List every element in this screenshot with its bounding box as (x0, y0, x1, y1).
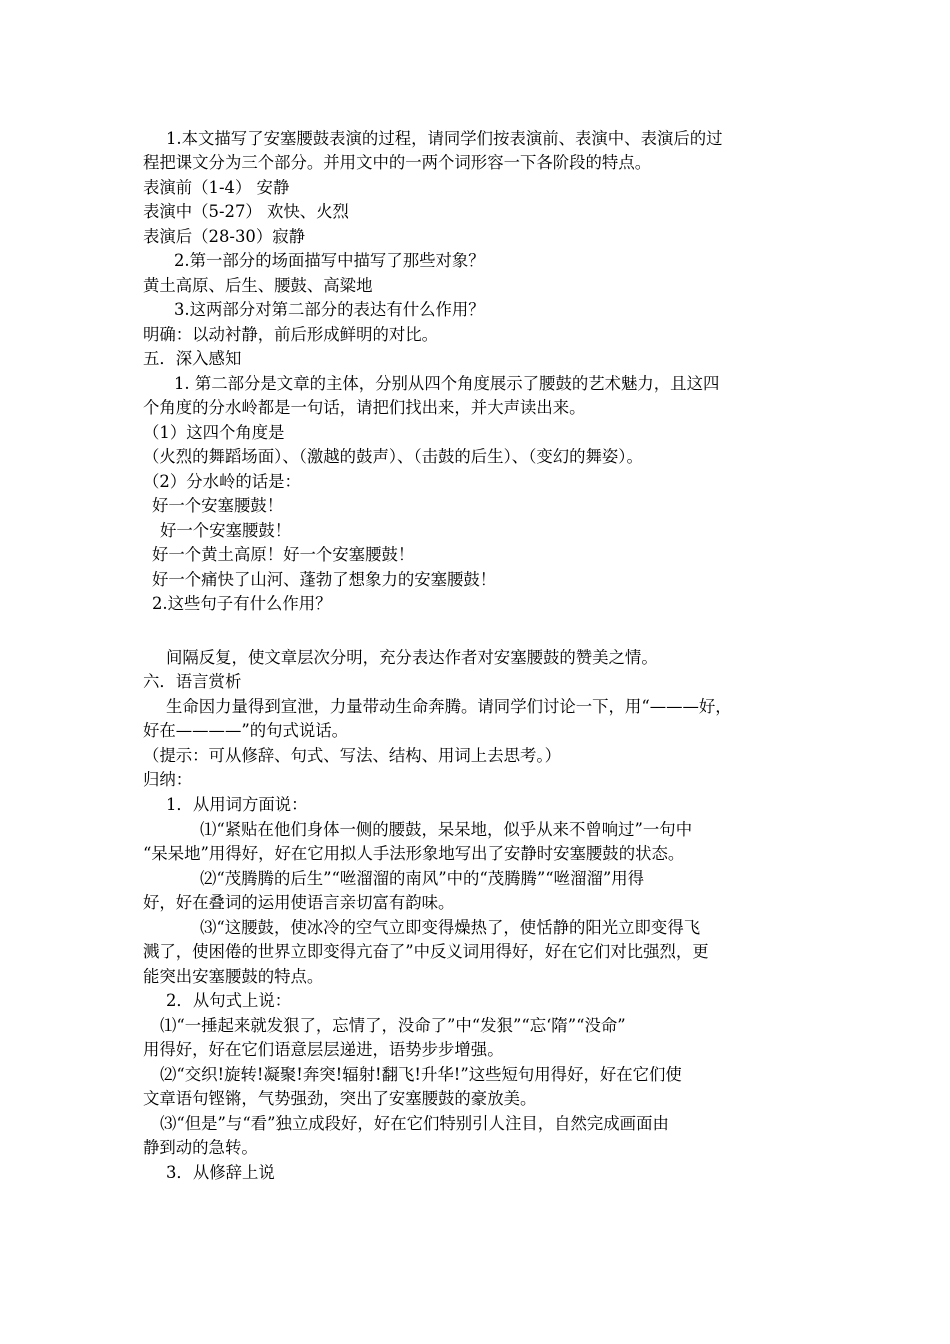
text-line: 生命因力量得到宣泄，力量带动生命奔腾。请同学们讨论一下，用“———好， (166, 697, 732, 716)
text-line: 好，好在叠词的运用使语言亲切富有韵味。 (143, 893, 455, 912)
text-line: 归纳： (143, 770, 193, 789)
text-line: 2．从句式上说： (166, 991, 292, 1010)
text-line: 个角度的分水岭都是一句话，请把们找出来，并大声读出来。 (143, 398, 586, 417)
text-line: （2）分水岭的话是： (143, 472, 301, 491)
text-line: 好一个安塞腰鼓！ (160, 521, 292, 540)
text-line: 2.这些句子有什么作用？ (152, 594, 332, 613)
text-line: ⑵“茂腾腾的后生”“咝溜溜的南风”中的“茂腾腾”“咝溜溜”用得 (200, 869, 645, 888)
text-line: （提示：可从修辞、句式、写法、结构、用词上去思考。） (143, 746, 561, 765)
text-line: 表演后（28-30）寂静 (143, 227, 305, 246)
text-line: 1．从用词方面说： (166, 795, 308, 814)
text-line: 1. 第二部分是文章的主体，分别从四个角度展示了腰鼓的艺术魅力，且这四 (174, 374, 720, 393)
text-line: 好一个安塞腰鼓！ (152, 496, 284, 515)
text-line: 好在————”的句式说话。 (143, 721, 349, 740)
text-line: 3.这两部分对第二部分的表达有什么作用？ (174, 300, 485, 319)
text-line: 表演中（5-27） 欢快、火烈 (143, 202, 349, 221)
text-line: 用得好，好在它们语意层层递进，语势步步增强。 (143, 1040, 504, 1059)
text-line: 明确：以动衬静，前后形成鲜明的对比。 (143, 325, 439, 344)
text-line: （火烈的舞蹈场面）、（激越的鼓声）、（击鼓的后生）、（变幻的舞姿）。 (143, 447, 643, 466)
section-heading: 五．深入感知 (143, 349, 242, 368)
text-line: 好一个痛快了山河、蓬勃了想象力的安塞腰鼓！ (152, 570, 497, 589)
text-line: ⑴“一捶起来就发狠了，忘情了，没命了”中“发狠”“忘‘隋”“没命” (160, 1016, 626, 1035)
text-line: 1.本文描写了安塞腰鼓表演的过程，请同学们按表演前、表演中、表演后的过 (166, 129, 723, 148)
text-line: 黄土高原、后生、腰鼓、高粱地 (143, 276, 373, 295)
text-line: “呆呆地”用得好，好在它用拟人手法形象地写出了安静时安塞腰鼓的状态。 (143, 844, 685, 863)
text-line: ⑶“这腰鼓，使冰冷的空气立即变得燥热了，使恬静的阳光立即变得飞 (200, 918, 701, 937)
text-line: 静到动的急转。 (143, 1138, 258, 1157)
text-line: 好一个黄土高原！好一个安塞腰鼓！ (152, 545, 415, 564)
text-line: ⑴“紧贴在他们身体一侧的腰鼓，呆呆地，似乎从来不曾响过”一句中 (200, 820, 693, 839)
text-line: 表演前（1-4） 安静 (143, 178, 290, 197)
text-line: （1）这四个角度是 (143, 423, 285, 442)
text-line: 3．从修辞上说 (166, 1163, 275, 1182)
text-line: 能突出安塞腰鼓的特点。 (143, 967, 324, 986)
text-line: 溅了，使困倦的世界立即变得亢奋了”中反义词用得好，好在它们对比强烈，更 (143, 942, 709, 961)
text-line: 程把课文分为三个部分。并用文中的一两个词形容一下各阶段的特点。 (143, 153, 652, 172)
text-line: ⑶“但是”与“看”独立成段好，好在它们特别引人注目，自然完成画面由 (160, 1114, 669, 1133)
text-line: 2.第一部分的场面描写中描写了那些对象？ (174, 251, 485, 270)
text-line: 间隔反复，使文章层次分明，充分表达作者对安塞腰鼓的赞美之情。 (166, 648, 658, 667)
section-heading: 六．语言赏析 (143, 672, 242, 691)
text-line: ⑵“交织!旋转!凝聚!奔突!辐射!翻飞!升华!”这些短句用得好，好在它们使 (160, 1065, 682, 1084)
text-line: 文章语句铿锵，气势强劲，突出了安塞腰鼓的豪放美。 (143, 1089, 537, 1108)
